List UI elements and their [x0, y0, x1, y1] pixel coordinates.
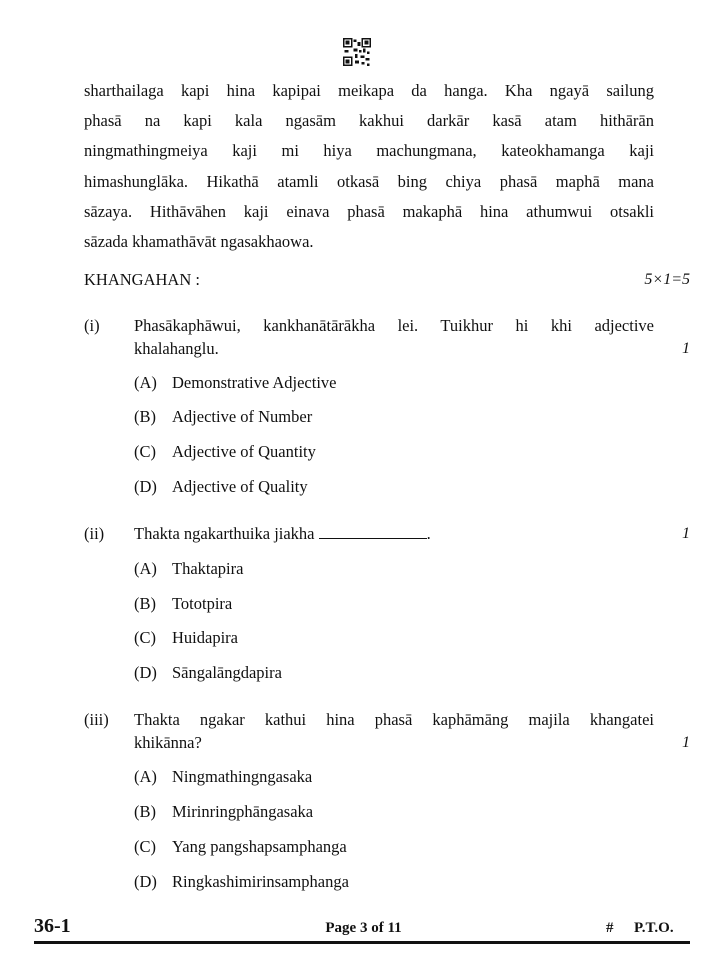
option-label: (A) [134, 373, 157, 392]
pto-label: P.T.O. [634, 920, 674, 936]
question-marks: 1 [682, 340, 690, 357]
question-text-line: khalahanglu. [134, 339, 219, 358]
option-label: (B) [134, 802, 156, 821]
option-text: Adjective of Number [172, 407, 313, 426]
question-text-line: Thakta ngakar kathui hina phasā kaphāmāng majila khangatei [134, 710, 654, 729]
option-label: (A) [134, 767, 157, 786]
section-marks: 5×1=5 [644, 271, 690, 288]
question-marks: 1 [682, 525, 690, 542]
option-text: Mirinringphāngasaka [172, 802, 314, 821]
option-text: Yang pangshapsamphanga [172, 837, 347, 856]
option-label: (B) [134, 594, 156, 613]
option-text: Thaktapira [172, 559, 244, 578]
option-label: (D) [134, 663, 157, 682]
option-text: Adjective of Quality [172, 477, 308, 496]
question-marks: 1 [682, 734, 690, 751]
section-title: KHANGAHAN : [84, 270, 200, 289]
option-text: Ningmathingngasaka [172, 767, 313, 786]
question-text-line: Phasākaphāwui, kankhanātārākha lei. Tuikhur hi khi adjective [134, 316, 654, 335]
footer-divider [34, 941, 690, 944]
passage-line: sharthailaga kapi hina kapipai meikapa da hanga. Kha ngayā sailung [84, 81, 654, 100]
option-label: (D) [134, 872, 157, 891]
qr-code-icon [343, 38, 371, 66]
option-text: Demonstrative Adjective [172, 373, 337, 392]
option-text: Sāngalāngdapira [172, 663, 282, 682]
question-number: (iii) [84, 710, 109, 729]
option-label: (A) [134, 559, 157, 578]
option-text: Ringkashimirinsamphanga [172, 872, 349, 891]
paper-code: 36-1 [34, 915, 71, 937]
passage-line: himashunglāka. Hikathā atamli otkasā bing chiya phasā maphā mana [84, 172, 654, 191]
question-number: (i) [84, 316, 100, 335]
passage-line: phasā na kapi kala ngasām kakhui darkār kasā atam hithārān [84, 111, 654, 130]
option-label: (C) [134, 837, 156, 856]
passage-line: ningmathingmeiya kaji mi hiya machungmana, kateokhamanga kaji [84, 141, 654, 160]
question-text [134, 523, 431, 545]
question-text-after-blank: . [426, 524, 431, 543]
page-number: Page 3 of 11 [325, 920, 402, 936]
question-text-line: khikānna? [134, 733, 202, 752]
option-label: (D) [134, 477, 157, 496]
question-number: (ii) [84, 524, 105, 543]
option-label: (B) [134, 407, 156, 426]
option-text: Huidapira [172, 628, 238, 647]
option-text: Adjective of Quantity [172, 442, 316, 461]
passage-line: sāzaya. Hithāvāhen kaji einava phasā makaphā hina athumwui otsakli [84, 202, 654, 221]
option-label: (C) [134, 628, 156, 647]
hash-mark: # [606, 920, 614, 936]
option-label: (C) [134, 442, 156, 461]
passage-line: sāzada khamathāvāt ngasakhaowa. [84, 232, 314, 251]
answer-blank [319, 524, 427, 539]
option-text: Tototpira [172, 594, 233, 613]
question-text-before-blank: Thakta ngakarthuika jiakha [134, 524, 315, 543]
